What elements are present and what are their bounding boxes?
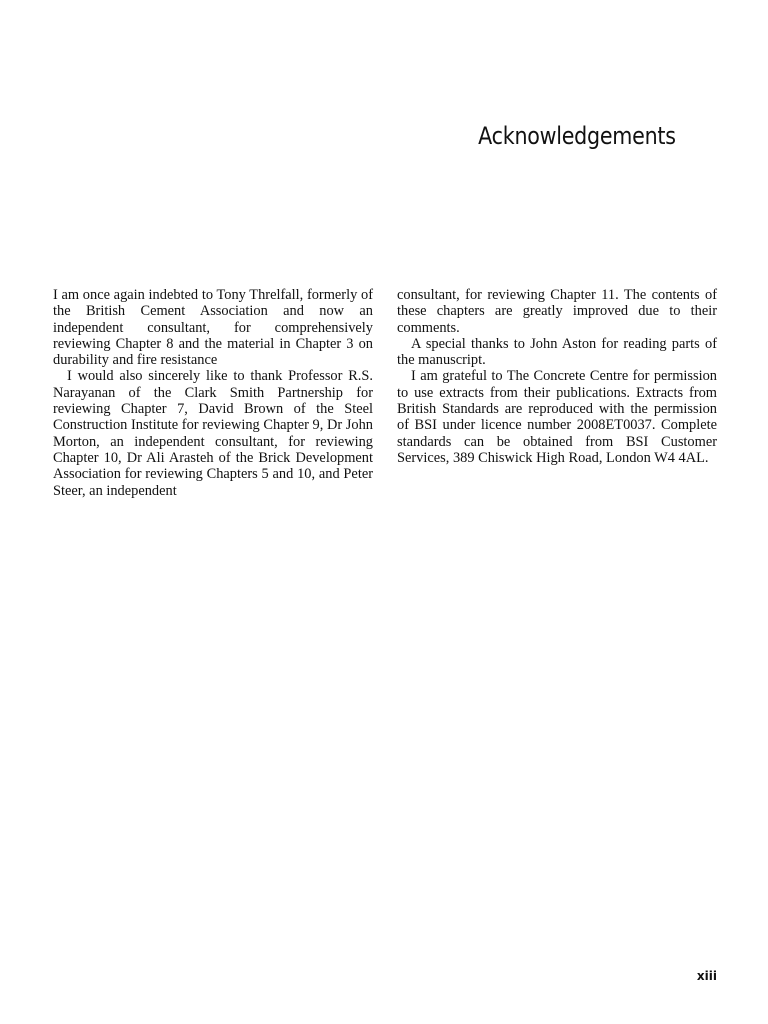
right-column (397, 287, 717, 466)
page-number: xiii (696, 969, 717, 983)
paragraph: I would also sincerely like to thank Professor R.S. Narayanan of the Clark Smith Partnership for reviewing Chapter 7, David Brown of the Steel Construction Institute for reviewing Chapter 9, Dr John Morton, an independent consultant, for reviewing Chapter 10, Dr Ali Arasteh of the Brick Development Association for reviewing Chapters 5 and 10, and Peter Steer, an independent (53, 368, 373, 499)
left-column (53, 287, 373, 499)
paragraph: consultant, for reviewing Chapter 11. The contents of these chapters are greatly improved due to their comments. (397, 287, 717, 336)
page-title: Acknowledgements (478, 122, 676, 150)
paragraph: I am once again indebted to Tony Threlfall, formerly of the British Cement Association and now an independent consultant, for comprehensively reviewing Chapter 8 and the material in Chapter 3 on durability and fire resistance (53, 287, 373, 369)
paragraph: A special thanks to John Aston for reading parts of the manuscript. (397, 335, 717, 369)
paragraph: I am grateful to The Concrete Centre for permission to use extracts from their publications. Extracts from British Standards are reproduced with the permission of BSI under licence number 2008ET0037. Complete standards can be obtained from BSI Customer Services, 389 Chiswick High Road, London W4 4AL. (397, 368, 717, 466)
